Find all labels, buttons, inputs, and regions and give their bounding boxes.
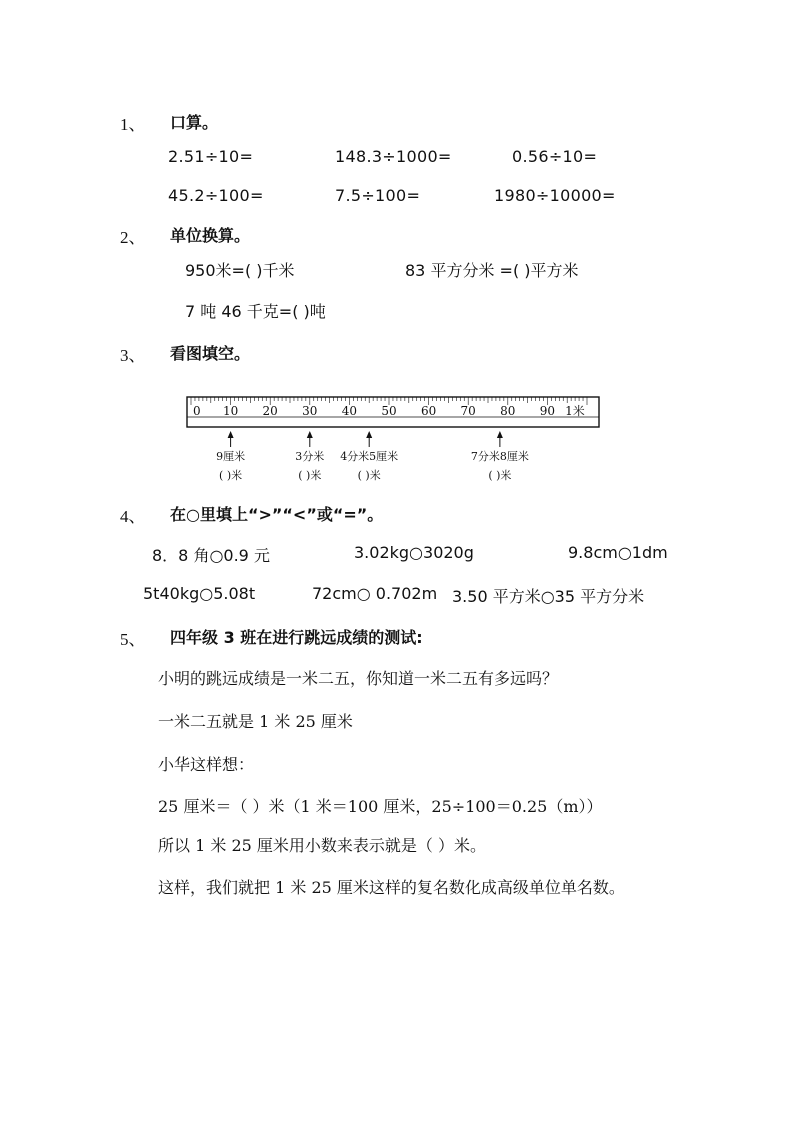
ruler-tick-label: 90 — [539, 404, 556, 418]
ruler-tick-label: 1米 — [565, 404, 585, 418]
marker-blank: ( )米 — [488, 469, 512, 482]
marker-arrow-icon — [366, 431, 372, 438]
unit-item: 7 吨 46 千克=( )吨 — [185, 302, 326, 321]
q5-title: 四年级 3 班在进行跳远成绩的测试: — [170, 628, 423, 647]
marker-blank: ( )米 — [298, 469, 322, 482]
marker-arrow-icon — [228, 431, 234, 438]
calc-item: 1980÷10000= — [494, 186, 616, 205]
ruler-tick-label: 40 — [341, 404, 358, 418]
compare-item: 5t40kg○5.08t — [143, 584, 256, 603]
marker-arrow-icon — [307, 431, 313, 438]
q1-title: 口算。 — [170, 113, 219, 132]
compare-item: 3.50 平方米○35 平方分米 — [452, 587, 645, 606]
ruler-tick-label: 50 — [381, 404, 397, 418]
q1-number: 1、 — [120, 115, 146, 134]
ruler-tick-label: 80 — [500, 404, 516, 418]
calc-item: 7.5÷100= — [335, 186, 421, 205]
ruler-tick-label: 10 — [222, 404, 239, 418]
q4-number: 4、 — [120, 507, 146, 526]
marker-arrow-icon — [497, 431, 503, 438]
story-line: 一米二五就是 1 米 25 厘米 — [158, 712, 353, 731]
marker-label: 4分米5厘米 — [340, 450, 399, 463]
story-line: 小华这样想： — [158, 755, 255, 774]
compare-item: 72cm○ 0.702m — [312, 584, 438, 603]
unit-item: 950米=( )千米 — [185, 261, 295, 280]
ruler-tick-labels — [193, 403, 585, 418]
calc-item: 0.56÷10= — [512, 147, 598, 166]
unit-item: 83 平方分米 =( )平方米 — [405, 261, 579, 280]
q4-title: 在○里填上“>”“<”或“=”。 — [170, 505, 384, 524]
q2-title: 单位换算。 — [170, 226, 251, 245]
marker-blank: ( )米 — [357, 469, 381, 482]
ruler-tick-label: 60 — [420, 404, 437, 418]
marker-label: 3分米 — [295, 450, 325, 463]
q2-number: 2、 — [120, 228, 146, 247]
story-line: 25 厘米＝（ ）米（1 米＝100 厘米，25÷100＝0.25（m）） — [158, 797, 603, 816]
compare-item: 3.02kg○3020g — [354, 543, 474, 562]
ruler-tick-label: 30 — [302, 404, 318, 418]
calc-item: 45.2÷100= — [168, 186, 264, 205]
story-line: 这样，我们就把 1 米 25 厘米这样的复名数化成高级单位单名数。 — [158, 878, 625, 897]
ruler-figure — [183, 393, 603, 485]
q3-number: 3、 — [120, 346, 146, 365]
compare-item: 9.8cm○1dm — [568, 543, 668, 562]
q5-number: 5、 — [120, 630, 146, 649]
ruler-markers — [216, 431, 529, 482]
ruler-tick-label: 70 — [460, 404, 476, 418]
ruler-tick-label: 20 — [262, 404, 278, 418]
calc-item: 148.3÷1000= — [335, 147, 452, 166]
marker-label: 7分米8厘米 — [470, 450, 529, 463]
q3-title: 看图填空。 — [170, 344, 251, 363]
story-line: 所以 1 米 25 厘米用小数来表示就是（ ）米。 — [158, 836, 486, 855]
marker-blank: ( )米 — [219, 469, 243, 482]
calc-item: 2.51÷10= — [168, 147, 254, 166]
story-line: 小明的跳远成绩是一米二五，你知道一米二五有多远吗？ — [158, 669, 559, 688]
marker-label: 9厘米 — [216, 450, 246, 463]
compare-item: 8．8 角○0.9 元 — [152, 546, 270, 565]
ruler-tick-label: 0 — [193, 404, 201, 418]
